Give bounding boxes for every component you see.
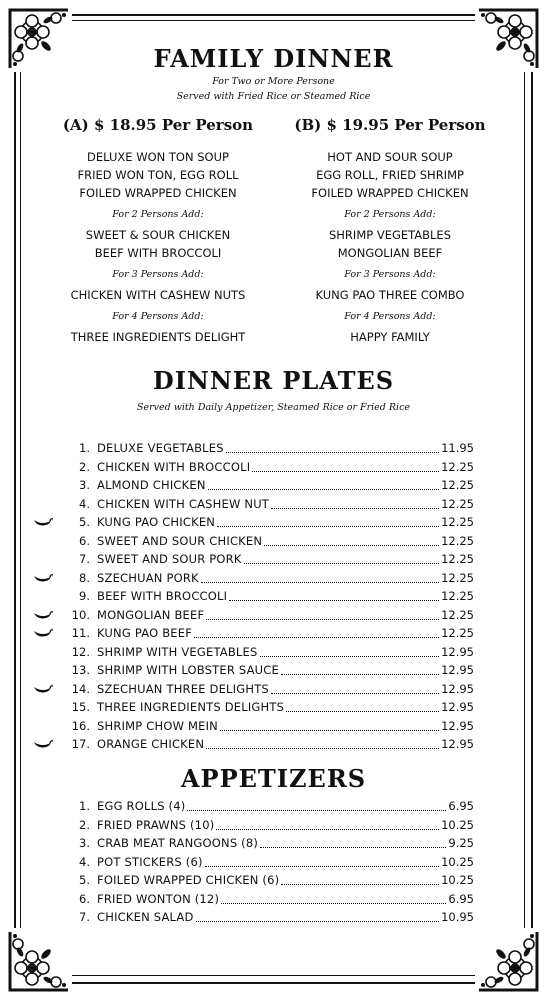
item-name: FRIED WONTON (12) [97, 891, 220, 906]
menu-item-row [0, 624, 547, 643]
item-name: SWEET AND SOUR CHICKEN [97, 533, 263, 548]
option-b-item: MONGOLIAN BEEF [337, 246, 443, 260]
menu-item-row [0, 797, 547, 816]
option-b-item: KUNG PAO THREE COMBO [315, 288, 465, 302]
dot-leader [206, 748, 439, 749]
dot-leader [271, 693, 439, 694]
item-price: 12.25 [441, 607, 474, 622]
dot-leader [206, 619, 439, 620]
item-number: 1. [79, 799, 90, 813]
item-price: 9.25 [448, 836, 474, 850]
menu-item-row [0, 513, 547, 532]
dot-leader [264, 545, 439, 546]
dot-leader [260, 847, 446, 848]
option-b-add2-label: For 2 Persons Add: [344, 209, 436, 220]
dot-leader [260, 656, 440, 657]
menu-item-row [0, 439, 547, 458]
menu-item-row [0, 550, 547, 569]
item-number: 3. [79, 836, 90, 850]
menu-item-row [0, 680, 547, 699]
dot-leader [216, 829, 439, 830]
menu-item-row [0, 495, 547, 514]
option-a-add3-label: For 3 Persons Add: [112, 269, 204, 280]
option-a-item: THREE INGREDIENTS DELIGHT [70, 330, 246, 344]
family-dinner-title: FAMILY DINNER [153, 44, 394, 73]
item-name: THREE INGREDIENTS DELIGHTS [97, 700, 285, 714]
item-number: 6. [79, 891, 90, 906]
option-b-item: FOILED WRAPPED CHICKEN [311, 186, 469, 200]
item-price: 10.25 [441, 817, 474, 832]
item-name: SHRIMP CHOW MEIN [97, 718, 218, 733]
dot-leader [286, 711, 439, 712]
dot-leader [229, 600, 439, 601]
item-price: 6.95 [448, 891, 474, 906]
option-b-item: HOT AND SOUR SOUP [327, 150, 453, 164]
item-name: POT STICKERS (6) [97, 854, 203, 869]
item-name: MONGOLIAN BEEF [97, 607, 205, 622]
item-price: 10.25 [441, 873, 474, 887]
dinner-plates-list [0, 439, 547, 754]
item-number: 17. [71, 737, 90, 751]
dot-leader [244, 563, 439, 564]
dot-leader [221, 903, 446, 904]
item-name: SZECHUAN PORK [97, 570, 199, 585]
item-price: 12.25 [441, 552, 474, 566]
dot-leader [220, 730, 439, 731]
item-number: 13. [71, 663, 90, 677]
item-number: 2. [79, 817, 90, 832]
option-a-add2-label: For 2 Persons Add: [112, 209, 204, 220]
dot-leader [196, 921, 440, 922]
item-number: 3. [79, 478, 90, 492]
dot-leader [194, 637, 439, 638]
option-b-add4-label: For 4 Persons Add: [344, 311, 436, 322]
menu-item-row [0, 476, 547, 495]
item-number: 7. [79, 910, 90, 924]
menu-item-row [0, 698, 547, 717]
menu-item-row [0, 606, 547, 625]
item-price: 12.95 [441, 681, 474, 696]
item-name: CHICKEN SALAD [97, 910, 194, 924]
item-number: 2. [79, 459, 90, 474]
menu-item-row [0, 569, 547, 588]
item-price: 12.95 [441, 663, 474, 677]
menu-item-row [0, 834, 547, 853]
menu-item-row [0, 458, 547, 477]
item-price: 12.25 [441, 626, 474, 640]
option-a-header: (A) $ 18.95 Per Person [62, 116, 254, 134]
item-price: 12.25 [441, 589, 474, 603]
item-name: FRIED PRAWNS (10) [97, 817, 215, 832]
dot-leader [187, 810, 446, 811]
item-name: SZECHUAN THREE DELIGHTS [97, 681, 269, 696]
menu-item-row [0, 661, 547, 680]
item-number: 14. [71, 681, 90, 696]
menu-item-row [0, 853, 547, 872]
item-number: 1. [79, 441, 90, 455]
menu-item-row [0, 717, 547, 736]
option-a-item: SWEET & SOUR CHICKEN [85, 228, 231, 242]
appetizers-list [0, 797, 547, 927]
item-price: 6.95 [448, 799, 474, 813]
item-name: SHRIMP WITH LOBSTER SAUCE [97, 663, 279, 677]
option-b-item: HAPPY FAMILY [350, 330, 430, 344]
dot-leader [205, 866, 439, 867]
item-name: EGG ROLLS (4) [97, 799, 186, 813]
menu-item-row [0, 871, 547, 890]
item-number: 9. [79, 589, 90, 603]
item-name: ALMOND CHICKEN [97, 478, 206, 492]
appetizers-title: APPETIZERS [180, 764, 367, 793]
item-price: 12.25 [441, 533, 474, 548]
item-number: 10. [71, 607, 90, 622]
item-price: 12.25 [441, 459, 474, 474]
item-number: 7. [79, 552, 90, 566]
dot-leader [208, 489, 439, 490]
option-b-add3-label: For 3 Persons Add: [344, 269, 436, 280]
item-name: ORANGE CHICKEN [97, 737, 205, 751]
option-a-item: FOILED WRAPPED CHICKEN [79, 186, 237, 200]
floral-corner-icon [475, 928, 541, 994]
option-a-item: CHICKEN WITH CASHEW NUTS [70, 288, 246, 302]
floral-corner-icon [6, 928, 72, 994]
menu-item-row [0, 908, 547, 927]
item-name: KUNG PAO CHICKEN [97, 515, 216, 529]
menu-item-row [0, 890, 547, 909]
dot-leader [281, 884, 439, 885]
menu-item-row [0, 643, 547, 662]
dot-leader [252, 471, 439, 472]
item-number: 8. [79, 570, 90, 585]
item-name: CRAB MEAT RANGOONS (8) [97, 836, 259, 850]
dinner-plates-title: DINNER PLATES [152, 366, 395, 395]
family-option-b [270, 114, 510, 346]
family-option-a [38, 114, 278, 346]
item-number: 5. [79, 515, 90, 529]
item-price: 12.95 [441, 644, 474, 659]
option-b-item: SHRIMP VEGETABLES [328, 228, 451, 242]
option-a-item: BEEF WITH BROCCOLI [94, 246, 222, 260]
item-price: 12.95 [441, 700, 474, 714]
dot-leader [217, 526, 439, 527]
menu-item-row [0, 587, 547, 606]
item-number: 12. [71, 644, 90, 659]
item-name: FOILED WRAPPED CHICKEN (6) [97, 873, 280, 887]
item-price: 12.25 [441, 478, 474, 492]
option-a-item: FRIED WON TON, EGG ROLL [77, 168, 239, 182]
family-dinner-subtitle: For Two or More Persone [212, 76, 335, 87]
item-price: 12.25 [441, 570, 474, 585]
option-a-add4-label: For 4 Persons Add: [112, 311, 204, 322]
item-name: SHRIMP WITH VEGETABLES [97, 644, 258, 659]
item-name: BEEF WITH BROCCOLI [97, 589, 228, 603]
option-a-item: DELUXE WON TON SOUP [87, 150, 229, 164]
item-name: CHICKEN WITH BROCCOLI [97, 459, 251, 474]
menu-item-row [0, 735, 547, 754]
item-number: 11. [71, 626, 90, 640]
item-price: 10.95 [441, 910, 474, 924]
dot-leader [271, 508, 439, 509]
item-name: SWEET AND SOUR PORK [97, 552, 242, 566]
family-dinner-subtitle: Served with Fried Rice or Steamed Rice [176, 91, 371, 102]
dinner-plates-subtitle: Served with Daily Appetizer, Steamed Rice or Fried Rice [136, 402, 411, 413]
dot-leader [281, 674, 439, 675]
item-number: 6. [79, 533, 90, 548]
option-b-item: EGG ROLL, FRIED SHRIMP [316, 168, 464, 182]
item-price: 11.95 [441, 441, 474, 455]
item-number: 5. [79, 873, 90, 887]
menu-item-row [0, 532, 547, 551]
item-number: 4. [79, 496, 90, 511]
dot-leader [201, 582, 439, 583]
option-b-header: (B) $ 19.95 Per Person [294, 116, 486, 134]
item-number: 15. [71, 700, 90, 714]
item-price: 12.25 [441, 515, 474, 529]
item-name: KUNG PAO BEEF [97, 626, 193, 640]
dot-leader [226, 452, 439, 453]
menu-item-row [0, 816, 547, 835]
item-name: CHICKEN WITH CASHEW NUT [97, 496, 270, 511]
item-number: 4. [79, 854, 90, 869]
item-price: 12.95 [441, 718, 474, 733]
item-price: 12.25 [441, 496, 474, 511]
item-price: 10.25 [441, 854, 474, 869]
item-name: DELUXE VEGETABLES [97, 441, 224, 455]
item-number: 16. [71, 718, 90, 733]
item-price: 12.95 [441, 737, 474, 751]
